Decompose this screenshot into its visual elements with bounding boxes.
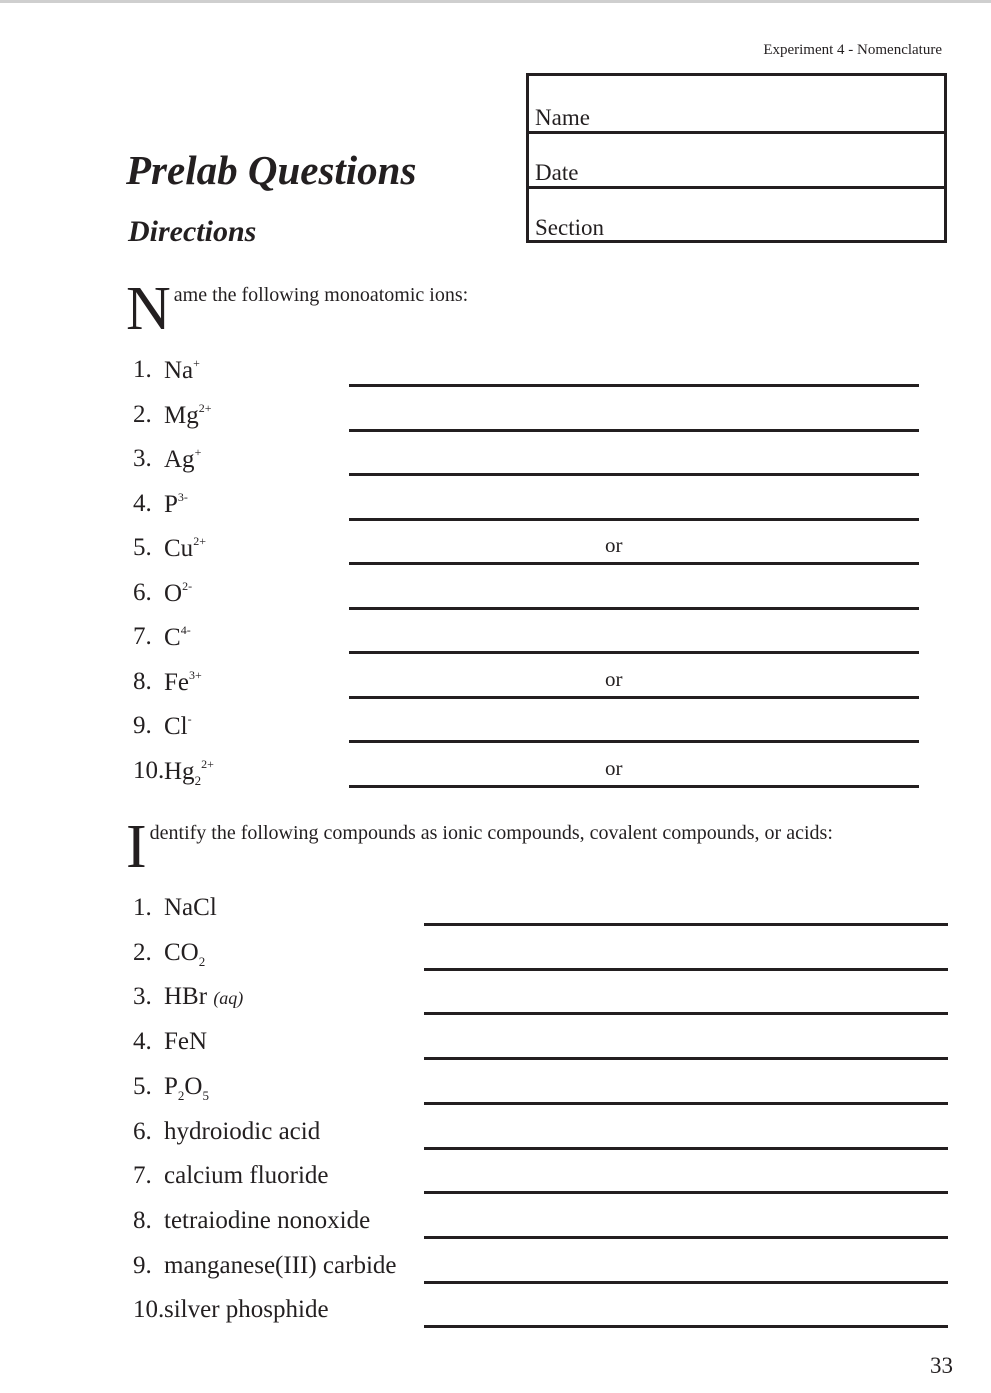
- compound-text: NaCl: [164, 894, 217, 921]
- item-number: 5.: [133, 534, 152, 561]
- ion-row: [0, 579, 991, 611]
- compound-text: HBr: [164, 983, 214, 1011]
- section1-dropcap: N: [126, 275, 171, 343]
- ion-subscript: 2: [194, 772, 202, 788]
- answer-line[interactable]: [424, 1012, 948, 1015]
- ion-row: [0, 757, 991, 789]
- or-label: or: [605, 755, 623, 780]
- compound-name: [164, 894, 217, 922]
- section2-dropcap: I: [126, 813, 147, 881]
- section-label: Section: [535, 215, 604, 240]
- directions-heading: Directions: [128, 215, 257, 248]
- compound-text: hydroiodic acid: [164, 1117, 321, 1145]
- compound-text: P: [164, 1072, 178, 1100]
- ion-formula: [164, 757, 214, 789]
- item-number: 9.: [133, 1251, 152, 1279]
- ion-symbol: Mg: [164, 401, 199, 429]
- ion-symbol: Cu: [164, 535, 194, 562]
- date-label: Date: [535, 160, 579, 185]
- item-number: 6.: [133, 1117, 152, 1145]
- ion-charge: +: [193, 356, 200, 370]
- compound-text: manganese(III) carbide: [164, 1251, 397, 1279]
- answer-line[interactable]: [349, 607, 919, 610]
- page-number: 33: [930, 1353, 953, 1378]
- running-head: Experiment 4 - Nomenclature: [763, 42, 942, 58]
- ion-symbol: Hg: [164, 757, 195, 785]
- compound-row: [0, 983, 991, 1015]
- item-number: 4.: [133, 489, 152, 517]
- item-number: 8.: [133, 667, 152, 695]
- item-number: 9.: [133, 712, 152, 739]
- ion-formula: [164, 534, 206, 563]
- ion-row: [0, 712, 991, 744]
- compound-row: [0, 1028, 991, 1060]
- ion-formula: [164, 668, 202, 697]
- compound-subscript: 2: [177, 1087, 185, 1103]
- compound-row: [0, 939, 991, 971]
- answer-line[interactable]: [424, 1325, 948, 1328]
- item-number: 10.: [133, 1296, 165, 1324]
- answer-line[interactable]: [349, 696, 919, 699]
- item-number: 7.: [133, 1162, 152, 1190]
- ion-charge: 4-: [180, 623, 191, 637]
- answer-line[interactable]: [424, 923, 948, 926]
- ion-row: [0, 490, 991, 522]
- section1-instruction: [126, 275, 469, 343]
- ion-charge: +: [194, 445, 202, 459]
- compound-name: [164, 1118, 320, 1146]
- item-number: 7.: [133, 623, 152, 650]
- compound-subscript: 2: [198, 953, 206, 969]
- compound-name: [164, 1296, 329, 1324]
- compound-row: [0, 1118, 991, 1150]
- item-number: 5.: [133, 1072, 152, 1100]
- date-field[interactable]: [529, 131, 944, 186]
- ion-row: [0, 534, 991, 566]
- ion-charge: -: [187, 712, 192, 726]
- ion-charge: 3-: [177, 489, 188, 504]
- compound-name: [164, 939, 205, 970]
- name-label: Name: [535, 105, 590, 130]
- answer-line[interactable]: [424, 1102, 948, 1105]
- answer-line[interactable]: [424, 1281, 948, 1284]
- item-number: 2.: [133, 938, 152, 966]
- ion-formula: [164, 579, 192, 608]
- page-title: Prelab Questions: [126, 147, 417, 193]
- ion-symbol: Na: [164, 357, 194, 384]
- ion-formula: [164, 623, 191, 652]
- answer-line[interactable]: [349, 785, 919, 788]
- item-number: 3.: [133, 983, 152, 1011]
- compound-row: [0, 894, 991, 926]
- ion-symbol: Ag: [164, 446, 195, 473]
- answer-line[interactable]: [424, 1147, 948, 1150]
- aqueous-label: (aq): [213, 988, 244, 1009]
- or-label: or: [605, 533, 623, 557]
- item-number: 2.: [133, 400, 152, 428]
- item-number: 3.: [133, 445, 152, 472]
- ion-symbol: C: [164, 624, 181, 651]
- answer-line[interactable]: [424, 1057, 948, 1060]
- ion-row: [0, 668, 991, 700]
- answer-line[interactable]: [349, 651, 919, 654]
- ion-symbol: Cl: [164, 713, 188, 740]
- compound-name: [164, 983, 243, 1011]
- compound-row: [0, 1207, 991, 1239]
- answer-line[interactable]: [424, 1236, 948, 1239]
- ion-charge: 2+: [198, 400, 212, 415]
- ion-charge: 2+: [201, 756, 214, 771]
- item-number: 1.: [133, 894, 152, 921]
- section1-instruction-text: ame the following monoatomic ions:: [173, 284, 469, 306]
- compound-name: [164, 1162, 329, 1190]
- compound-name: [164, 1252, 397, 1280]
- compound-text: silver phosphide: [164, 1296, 329, 1324]
- ion-row: [0, 445, 991, 477]
- top-rule: [0, 0, 991, 3]
- compound-name: [164, 1028, 207, 1056]
- answer-line[interactable]: [349, 429, 919, 432]
- ion-row: [0, 401, 991, 433]
- answer-line[interactable]: [349, 473, 919, 476]
- compound-text: FeN: [164, 1028, 208, 1056]
- compound-row: [0, 1296, 991, 1328]
- answer-line[interactable]: [349, 518, 919, 521]
- compound-subscript: 5: [202, 1087, 209, 1103]
- section2-instruction-text: dentify the following compounds as ionic compounds, covalent compounds, or acids:: [149, 822, 833, 844]
- ion-charge: 3+: [189, 667, 202, 682]
- student-info-box: [526, 73, 947, 243]
- answer-line[interactable]: [349, 740, 919, 743]
- item-number: 1.: [133, 356, 152, 383]
- ion-formula: [164, 445, 201, 474]
- ion-charge: 2-: [182, 578, 193, 593]
- item-number: 8.: [133, 1206, 152, 1234]
- ion-symbol: O: [164, 579, 183, 607]
- ion-charge: 2+: [193, 534, 206, 548]
- compound-text: tetraiodine nonoxide: [164, 1206, 371, 1234]
- ion-formula: [164, 356, 200, 385]
- item-number: 4.: [133, 1028, 152, 1056]
- compound-text: CO: [164, 938, 199, 966]
- answer-line[interactable]: [424, 1191, 948, 1194]
- or-label: or: [605, 666, 623, 691]
- answer-line[interactable]: [349, 562, 919, 565]
- ion-symbol: P: [164, 490, 178, 518]
- ion-formula: [164, 712, 192, 741]
- ion-formula: [164, 401, 212, 430]
- compound-name: [164, 1207, 370, 1235]
- item-number: 6.: [133, 578, 152, 606]
- ion-formula: [164, 490, 188, 519]
- compound-row: [0, 1162, 991, 1194]
- name-field[interactable]: [529, 76, 944, 131]
- answer-line[interactable]: [424, 968, 948, 971]
- ion-row: [0, 623, 991, 655]
- answer-line[interactable]: [349, 384, 919, 387]
- compound-text: calcium fluoride: [164, 1162, 329, 1190]
- section2-instruction: [126, 813, 833, 881]
- ion-symbol: Fe: [164, 668, 189, 696]
- compound-row: [0, 1252, 991, 1284]
- ion-row: [0, 356, 991, 388]
- compound-name: [164, 1073, 209, 1104]
- compound-row: [0, 1073, 991, 1105]
- section-field[interactable]: [529, 186, 944, 241]
- item-number: 10.: [133, 756, 165, 784]
- compound-text: O: [184, 1072, 203, 1100]
